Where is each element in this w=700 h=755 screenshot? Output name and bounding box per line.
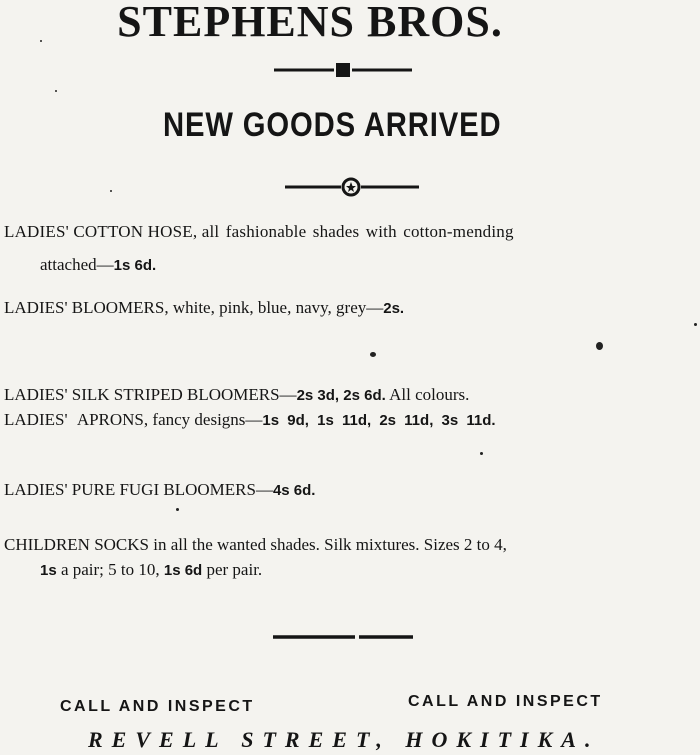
list-item bbox=[4, 535, 507, 555]
item-price: 1s 6d. bbox=[113, 257, 157, 274]
list-item bbox=[4, 410, 496, 430]
advertiser-name: STEPHENS BROS. bbox=[117, 0, 503, 46]
item-price: 2s. bbox=[383, 300, 405, 317]
list-item bbox=[4, 385, 469, 405]
item-details: fancy designs— bbox=[152, 410, 263, 429]
item-price-2: 1s 6d bbox=[163, 562, 203, 579]
item-name: LADIES' BLOOMERS, bbox=[4, 298, 169, 317]
list-item-continuation bbox=[40, 560, 262, 580]
ornament-square-divider bbox=[274, 60, 412, 80]
item-price: 1s 9d, 1s 11d, 2s 11d, 3s 11d. bbox=[262, 412, 496, 429]
print-speck bbox=[596, 342, 603, 350]
list-item bbox=[4, 222, 514, 242]
print-speck bbox=[176, 508, 179, 511]
call-to-action-left: CALL AND INSPECT bbox=[60, 698, 255, 715]
print-speck bbox=[370, 352, 376, 357]
item-details: all fashionable shades with cotton-mending bbox=[201, 222, 514, 241]
item-name: LADIES' SILK STRIPED BLOOMERS— bbox=[4, 385, 297, 404]
item-details: white, pink, blue, navy, grey— bbox=[172, 298, 384, 317]
address: REVELL STREET, HOKITIKA. bbox=[88, 727, 600, 752]
item-details-2: a pair; 5 to 10, bbox=[60, 560, 160, 579]
footer-divider bbox=[273, 633, 413, 641]
list-item-continuation bbox=[40, 255, 156, 275]
item-price: 1s bbox=[40, 562, 57, 579]
item-name: CHILDREN SOCKS bbox=[4, 535, 149, 554]
headline: NEW GOODS ARRIVED bbox=[163, 106, 502, 144]
item-price: 2s 3d, 2s 6d. bbox=[296, 387, 386, 404]
ornament-star-divider bbox=[285, 176, 419, 198]
item-details: All colours. bbox=[389, 385, 470, 404]
item-name: LADIES' APRONS, bbox=[4, 410, 149, 429]
print-speck bbox=[694, 323, 697, 326]
item-name: LADIES' COTTON HOSE, bbox=[4, 222, 198, 241]
call-to-action-right: CALL AND INSPECT bbox=[408, 693, 603, 710]
print-speck bbox=[40, 40, 42, 42]
item-details: in all the wanted shades. Silk mixtures. Sizes 2 to 4, bbox=[153, 535, 507, 554]
print-speck bbox=[480, 452, 483, 455]
item-details-2: attached— bbox=[40, 255, 114, 274]
item-price: 4s 6d. bbox=[272, 482, 316, 499]
item-details-3: per pair. bbox=[206, 560, 263, 579]
list-item bbox=[4, 298, 404, 318]
item-name: LADIES' PURE FUGI BLOOMERS— bbox=[4, 480, 273, 499]
print-speck bbox=[110, 190, 112, 192]
print-speck bbox=[55, 90, 57, 92]
list-item bbox=[4, 480, 315, 500]
